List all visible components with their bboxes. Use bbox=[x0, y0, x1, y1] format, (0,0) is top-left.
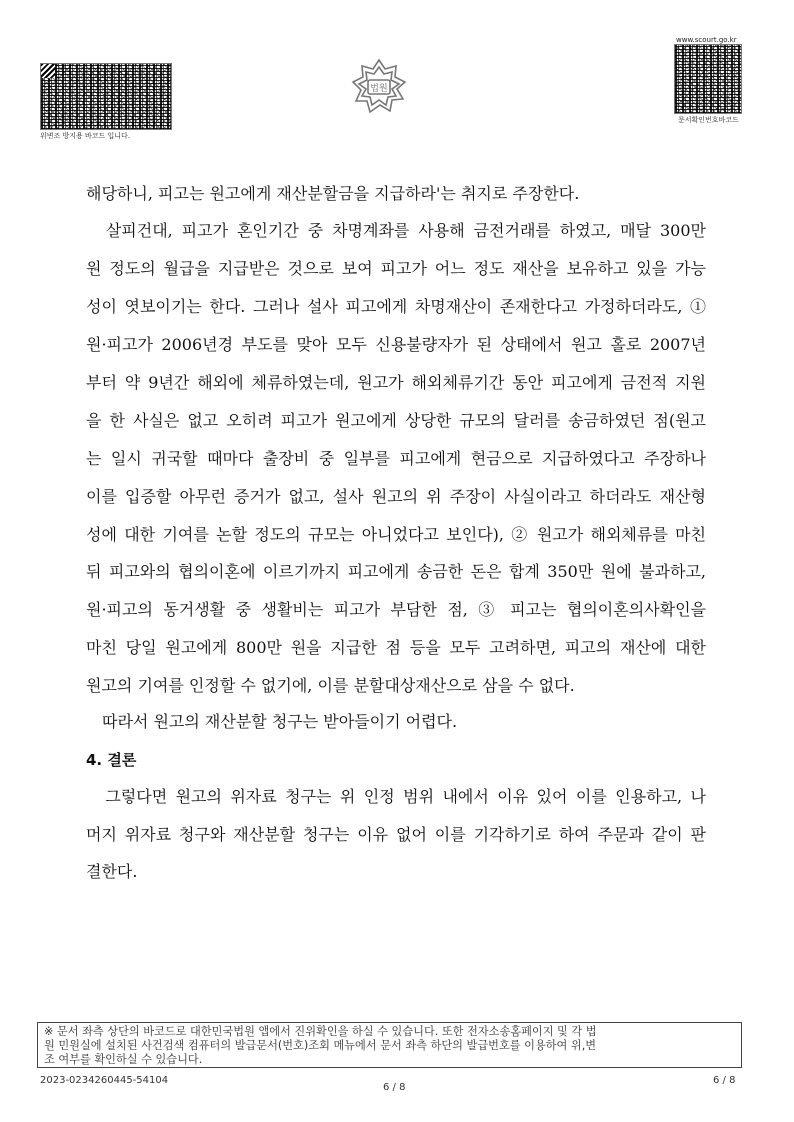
verification-notice bbox=[37, 1022, 742, 1068]
issue-number: 2023-0234260445-54104 bbox=[40, 1075, 169, 1086]
conclusion-line-3: 결한다. bbox=[86, 862, 138, 881]
authenticity-barcode bbox=[40, 63, 172, 130]
body-line-9: 이를 입증할 아무런 증거가 없고, 설사 원고의 위 주장이 사실이라고 하더라도 재산형 bbox=[86, 487, 706, 506]
notice-line-2: 원 민원실에 설치된 사건검색 컴퓨터의 발급문서(번호)조회 메뉴에서 문서 좌측 하단의 발급번호를 이용하여 위,변 bbox=[44, 1039, 597, 1052]
notice-line-3: 조 여부를 확인하실 수 있습니다. bbox=[44, 1053, 203, 1066]
body-line-12: 원·피고의 동거생활 중 생활비는 피고가 부담한 점, ③ 피고는 협의이혼의사확인을 bbox=[86, 600, 706, 619]
body-line-13: 마친 당일 원고에게 800만 원을 지급한 점 등을 모두 고려하면, 피고의 재산에 대한 bbox=[86, 638, 706, 657]
barcode-corner-mark bbox=[41, 64, 55, 78]
conclusion-line-2: 머지 위자료 청구와 재산분할 청구는 이유 없어 이를 기각하기로 하여 주문과 같이 판 bbox=[86, 825, 706, 844]
body-line-1: 해당하니, 피고는 원고에게 재산분할금을 지급하라'는 취지로 주장한다. bbox=[86, 184, 580, 203]
page-number-right: 6 / 8 bbox=[713, 1075, 736, 1086]
document-check-barcode bbox=[674, 44, 742, 114]
conclusion-line-1: 그렇다면 원고의 위자료 청구는 위 인정 범위 내에서 이유 있어 이를 인용하고, 나 bbox=[86, 787, 706, 806]
body-line-4: 성이 엿보이기는 한다. 그러나 설사 피고에게 차명재산이 존재한다고 가정하더라도, ① bbox=[86, 297, 706, 316]
court-seal-icon bbox=[350, 58, 408, 116]
right-barcode-caption: 문서확인번호바코드 bbox=[678, 116, 739, 124]
page-number-center: 6 / 8 bbox=[383, 1082, 406, 1093]
body-line-14: 원고의 기여를 인정할 수 없기에, 이를 분할대상재산으로 삼을 수 없다. bbox=[86, 676, 575, 695]
section-heading-conclusion: 4. 결론 bbox=[86, 751, 137, 769]
seal-text: 법원 bbox=[370, 84, 388, 94]
body-line-3: 원 정도의 월급을 지급받은 것으로 보여 피고가 어느 정도 재산을 보유하고 있을 가능 bbox=[86, 259, 706, 278]
court-website-url: www.scourt.go.kr bbox=[676, 36, 737, 44]
body-line-11: 뒤 피고와의 협의이혼에 이르기까지 피고에게 송금한 돈은 합계 350만 원에 불과하고, bbox=[86, 562, 706, 581]
body-line-6: 부터 약 9년간 해외에 체류하였는데, 원고가 해외체류기간 동안 피고에게 금전적 지원 bbox=[86, 373, 706, 392]
left-barcode-caption: 위변조 방지용 바코드 입니다. bbox=[40, 132, 131, 140]
body-line-5: 원·피고가 2006년경 부도를 맞아 모두 신용불량자가 된 상태에서 원고 홀로 2007년 bbox=[86, 335, 706, 354]
body-line-7: 을 한 사실은 없고 오히려 피고가 원고에게 상당한 규모의 달러를 송금하였던 점(원고 bbox=[86, 411, 706, 430]
body-line-8: 는 일시 귀국할 때마다 출장비 중 일부를 피고에게 현금으로 지급하였다고 주장하나 bbox=[86, 449, 706, 468]
body-line-2: 살피건대, 피고가 혼인기간 중 차명계좌를 사용해 금전거래를 하였고, 매달 300만 bbox=[86, 221, 706, 240]
notice-line-1: ※ 문서 좌측 상단의 바코드로 대한민국법원 앱에서 진위확인을 하실 수 있습니다. 또한 전자소송홈페이지 및 각 법 bbox=[44, 1025, 597, 1038]
body-line-15: 따라서 원고의 재산분할 청구는 받아들이기 어렵다. bbox=[86, 712, 458, 731]
body-line-10: 성에 대한 기여를 논할 정도의 규모는 아니었다고 보인다), ② 원고가 해외체류를 마친 bbox=[86, 525, 706, 544]
